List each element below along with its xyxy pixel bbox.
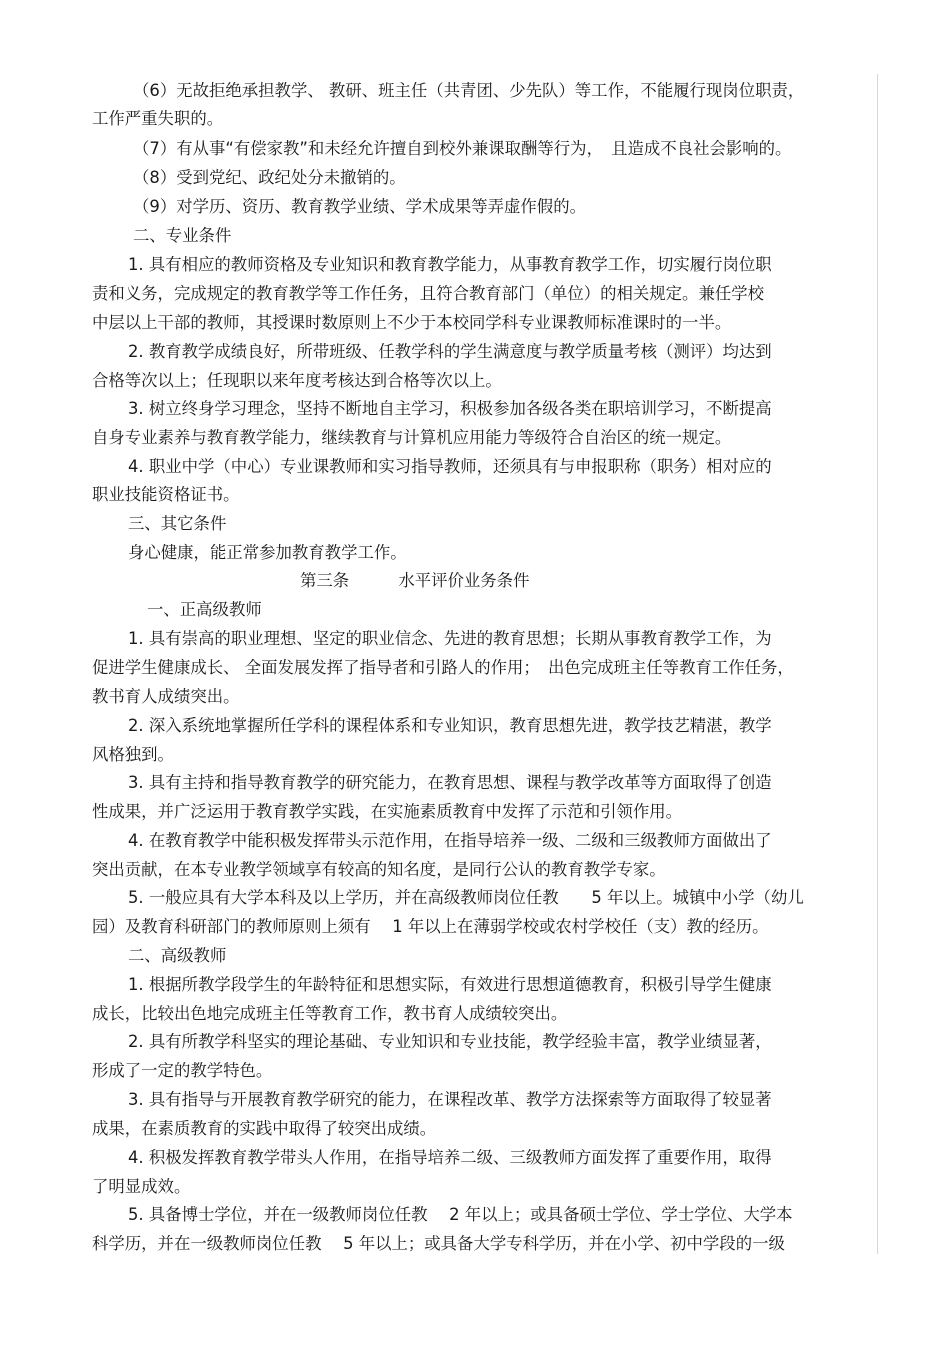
section-heading: 二、专业条件 xyxy=(133,226,232,245)
text-line: 合格等次以上；任现职以来年度考核达到合格等次以上。 xyxy=(92,371,502,390)
text-line: 成果，在素质教育的实践中取得了较突出成绩。 xyxy=(92,1119,437,1138)
text-line: 2. 教育教学成绩良好，所带班级、任教学科的学生满意度与教学质量考核（测评）均达到 xyxy=(128,342,772,361)
text-line: 了明显成效。 xyxy=(92,1177,191,1196)
text-line: 1. 具有相应的教师资格及专业知识和教育教学能力，从事教育教学工作，切实履行岗位职 xyxy=(128,255,772,274)
text-line: 园）及教育科研部门的教师原则上须有 1 年以上在薄弱学校或农村学校任（支）教的经历。 xyxy=(92,917,769,936)
text-line: 2. 具有所教学科坚实的理论基础、专业知识和专业技能，教学经验丰富，教学业绩显著， xyxy=(128,1032,772,1051)
page-edge-rule xyxy=(877,74,878,1254)
article-heading: 第三条 水平评价业务条件 xyxy=(300,571,530,590)
text-line: 科学历，并在一级教师岗位任教 5 年以上；或具备大学专科学历，并在小学、初中学段的一级 xyxy=(92,1234,785,1253)
text-line: 3. 具有主持和指导教育教学的研究能力，在教育思想、课程与教学改革等方面取得了创造 xyxy=(128,773,772,792)
section-heading: 二、高级教师 xyxy=(128,946,227,965)
text-line: 1. 具有崇高的职业理想、坚定的职业信念、先进的教育思想；长期从事教育教学工作，为 xyxy=(128,629,772,648)
text-line: 4. 职业中学（中心）专业课教师和实习指导教师，还须具有与申报职称（职务）相对应的 xyxy=(128,457,772,476)
text-line: 身心健康，能正常参加教育教学工作。 xyxy=(128,543,407,562)
text-line: （7）有从事“有偿家教”和未经允许擅自到校外兼课取酬等行为， 且造成不良社会影响的。 xyxy=(133,139,792,158)
text-line: 中层以上干部的教师，其授课时数原则上不少于本校同学科专业课教师标准课时的一半。 xyxy=(92,313,732,332)
text-line: 职业技能资格证书。 xyxy=(92,485,240,504)
section-heading: 一、正高级教师 xyxy=(147,600,262,619)
section-heading: 三、其它条件 xyxy=(128,514,227,533)
text-line: 5. 具备博士学位，并在一级教师岗位任教 2 年以上；或具备硕士学位、学士学位、大学本 xyxy=(128,1205,793,1224)
text-line: 4. 在教育教学中能积极发挥带头示范作用，在指导培养一级、二级和三级教师方面做出了 xyxy=(128,831,772,850)
text-line: 风格独到。 xyxy=(92,745,174,764)
text-line: 性成果，并广泛运用于教育教学实践，在实施素质教育中发挥了示范和引领作用。 xyxy=(92,802,683,821)
text-line: 1. 根据所教学段学生的年龄特征和思想实际，有效进行思想道德教育，积极引导学生健康 xyxy=(128,975,772,994)
text-line: 3. 树立终身学习理念，坚持不断地自主学习，积极参加各级各类在职培训学习，不断提高 xyxy=(128,399,772,418)
text-line: 突出贡献，在本专业教学领域享有较高的知名度，是同行公认的教育教学专家。 xyxy=(92,860,666,879)
text-line: （8）受到党纪、政纪处分未撤销的。 xyxy=(133,168,406,187)
text-line: 2. 深入系统地掌握所任学科的课程体系和专业知识，教育思想先进，教学技艺精湛，教学 xyxy=(128,716,772,735)
text-line: 工作严重失职的。 xyxy=(92,109,224,128)
text-line: （6）无故拒绝承担教学、 教研、班主任（共青团、少先队）等工作，不能履行现岗位职责， xyxy=(133,81,805,100)
text-line: 促进学生健康成长、 全面发展发挥了指导者和引路人的作用； 出色完成班主任等教育工作任务， xyxy=(92,658,794,677)
text-line: 责和义务，完成规定的教育教学等工作任务，且符合教育部门（单位）的相关规定。兼任学校 xyxy=(92,284,765,303)
text-line: 3. 具有指导与开展教育教学研究的能力，在课程改革、教学方法探索等方面取得了较显著 xyxy=(128,1090,772,1109)
text-line: 成长，比较出色地完成班主任等教育工作，教书育人成绩较突出。 xyxy=(92,1004,568,1023)
text-line: 形成了一定的教学特色。 xyxy=(92,1061,273,1080)
text-line: 5. 一般应具有大学本科及以上学历，并在高级教师岗位任教 5 年以上。城镇中小学（幼儿 xyxy=(128,888,804,907)
text-line: （9）对学历、资历、教育教学业绩、学术成果等弄虚作假的。 xyxy=(133,197,586,216)
text-line: 4. 积极发挥教育教学带头人作用，在指导培养二级、三级教师方面发挥了重要作用，取得 xyxy=(128,1148,772,1167)
text-line: 教书育人成绩突出。 xyxy=(92,687,240,706)
text-line: 自身专业素养与教育教学能力，继续教育与计算机应用能力等级符合自治区的统一规定。 xyxy=(92,428,732,447)
